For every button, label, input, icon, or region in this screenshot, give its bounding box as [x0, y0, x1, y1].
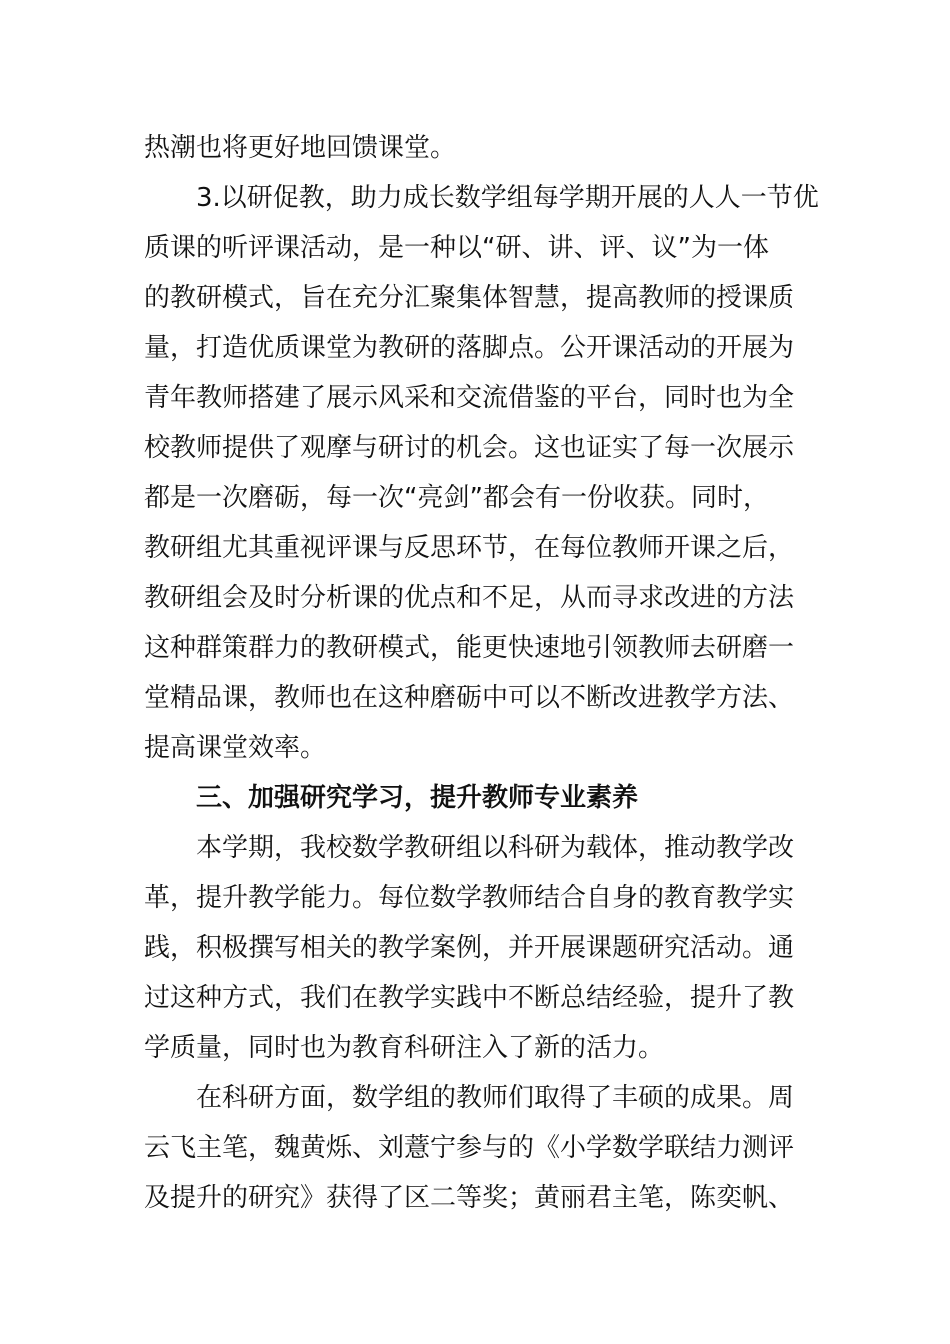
text-line: 提高课堂效率。 — [144, 733, 327, 763]
text-line: 堂精品课，教师也在这种磨砺中可以不断改进教学方法、 — [144, 683, 795, 713]
text-line: 教研组尤其重视评课与反思环节，在每位教师开课之后， — [144, 533, 795, 563]
text-line: 的教研模式，旨在充分汇聚集体智慧，提高教师的授课质 — [144, 283, 795, 313]
text-line: 云飞主笔，魏黄烁、刘薏宁参与的《小学数学联结力测评 — [144, 1133, 795, 1163]
text-line: 质课的听评课活动，是一种以“研、讲、评、议”为一体 — [144, 233, 769, 263]
text-line: 在科研方面，数学组的教师们取得了丰硕的成果。周 — [196, 1083, 795, 1113]
text-line: 教研组会及时分析课的优点和不足，从而寻求改进的方法 — [144, 583, 795, 613]
text-line: 3.以研促教，助力成长数学组每学期开展的人人一节优 — [196, 183, 819, 213]
text-line: 量，打造优质课堂为教研的落脚点。公开课活动的开展为 — [144, 333, 795, 363]
text-line: 校教师提供了观摩与研讨的机会。这也证实了每一次展示 — [144, 433, 795, 463]
text-line: 热潮也将更好地回馈课堂。 — [144, 133, 457, 163]
text-line: 革，提升教学能力。每位数学教师结合自身的教育教学实 — [144, 883, 795, 913]
text-line: 过这种方式，我们在教学实践中不断总结经验，提升了教 — [144, 983, 795, 1013]
text-line: 践，积极撰写相关的教学案例，并开展课题研究活动。通 — [144, 933, 795, 963]
text-line: 都是一次磨砺，每一次“亮剑”都会有一份收获。同时， — [144, 483, 769, 513]
text-line: 青年教师搭建了展示风采和交流借鉴的平台，同时也为全 — [144, 383, 795, 413]
text-line: 这种群策群力的教研模式，能更快速地引领教师去研磨一 — [144, 633, 795, 663]
text-line: 及提升的研究》获得了区二等奖；黄丽君主笔，陈奕帆、 — [144, 1183, 795, 1213]
text-line: 学质量，同时也为教育科研注入了新的活力。 — [144, 1033, 665, 1063]
section-heading: 三、加强研究学习，提升教师专业素养 — [196, 783, 639, 813]
text-line: 本学期，我校数学教研组以科研为载体，推动教学改 — [196, 833, 795, 863]
